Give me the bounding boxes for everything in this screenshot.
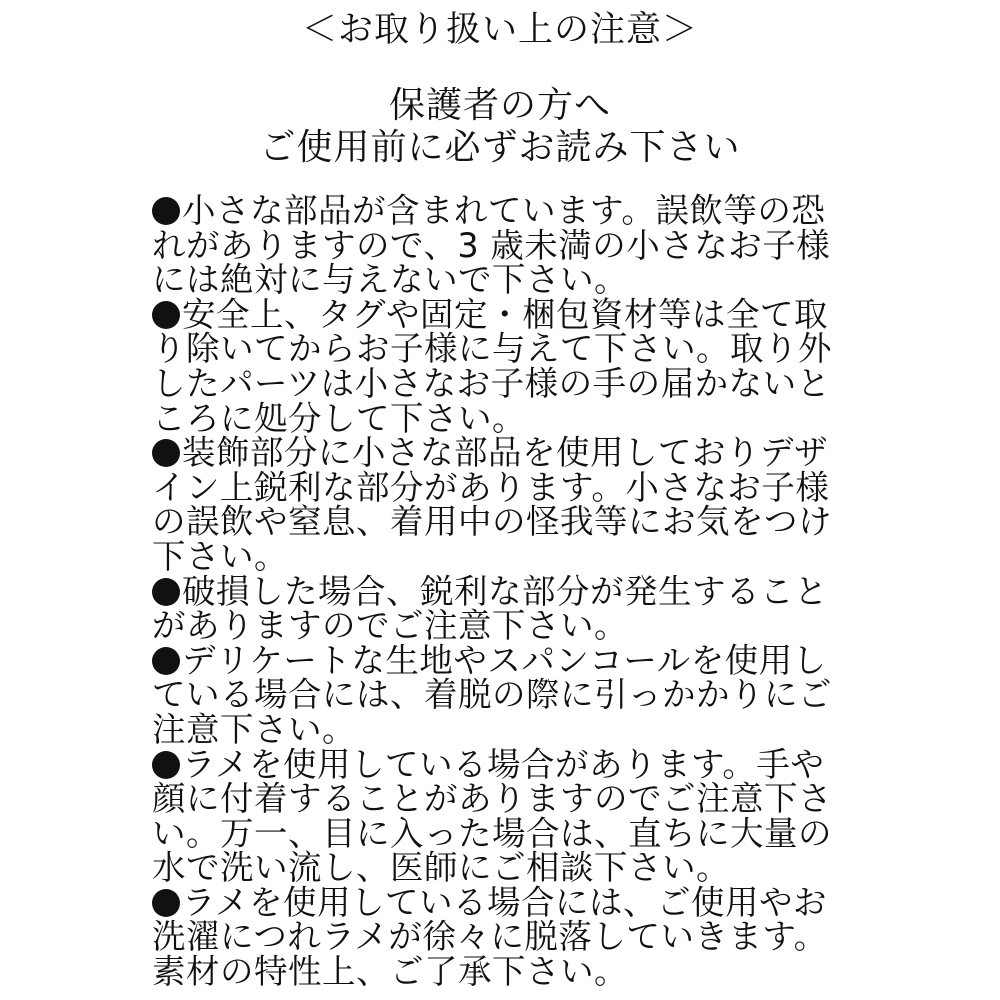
notice-text: イン上鋭利な部分があります。小さなお子様 (152, 467, 830, 507)
bullet-icon (152, 197, 180, 225)
notice-text: がありますのでご注意下さい。 (152, 606, 628, 646)
notice-line (152, 398, 822, 438)
notice-line (152, 571, 828, 611)
notice-text: 顔に付着することがありますのでご注意下さ (152, 779, 832, 819)
notice-text: 水で洗い流し、医師にご相談下さい。 (152, 848, 730, 888)
notice-line (152, 606, 822, 646)
notice-line (152, 502, 832, 542)
notice-line (152, 675, 832, 715)
notice-line (152, 433, 828, 473)
notice-text: 素材の特性上、ご了承下さい。 (152, 952, 628, 992)
subtitle-line: 保護者の方へ (388, 85, 611, 126)
notice-line (152, 191, 826, 230)
bullet-icon (152, 578, 180, 606)
notice-line (152, 640, 827, 680)
notice-text: 装飾部分に小さな部品を使用しておりデザ (182, 433, 828, 473)
notice-line (152, 952, 822, 992)
notice-text: 注意下さい。 (152, 709, 356, 749)
notice-text: り除いてからお子様に与えて下さい。取り外 (152, 329, 832, 369)
notice-text: 下さい。 (152, 536, 288, 576)
subtitle-line: ご使用前に必ずお読み下さい (259, 127, 741, 168)
bullet-icon (152, 439, 180, 467)
notice-line (152, 260, 822, 300)
notice-line (152, 294, 828, 334)
notice-line (152, 882, 827, 922)
notice-text: には絶対に与えないで下さい。 (152, 260, 628, 300)
notice-text: い。万一、目に入った場合は、直ちに大量の (152, 813, 832, 853)
notice-text: れがありますので、3 歳未満の小さなお子様 (152, 225, 831, 265)
notice-line (152, 709, 822, 749)
bullet-icon (152, 751, 180, 779)
bullet-icon (152, 889, 180, 917)
notice-text: の誤飲や窒息、着用中の怪我等にお気をつけ (152, 502, 832, 542)
notice-text: 小さな部品が含まれています。誤飲等の恐 (182, 191, 826, 230)
notice-text: ラメを使用している場合があります。手や (182, 744, 825, 784)
notice-line (152, 536, 822, 576)
notice-text: ころに処分して下さい。 (152, 398, 526, 438)
notice-text: 安全上、タグや固定・梱包資材等は全て取 (182, 294, 828, 334)
notice-line (152, 813, 832, 853)
notice-text: 破損した場合、鋭利な部分が発生すること (182, 571, 828, 611)
notice-line (152, 744, 825, 784)
bullet-icon (152, 301, 180, 329)
notice-line (152, 848, 822, 888)
notice-line (152, 363, 831, 403)
notice-text: したパーツは小さなお子様の手の届かないと (152, 363, 831, 403)
notice-text: デリケートな生地やスパンコールを使用し (182, 640, 827, 680)
notice-body (152, 191, 832, 992)
notice-line (152, 917, 828, 957)
notice-text: 洗濯につれラメが徐々に脱落していきます。 (152, 917, 828, 957)
notice-line (152, 329, 832, 369)
page-title: ＜お取り扱い上の注意＞ (301, 10, 698, 50)
notice-line (152, 225, 831, 265)
notice-line (152, 467, 830, 507)
notice-text: ラメを使用している場合には、ご使用やお (182, 882, 827, 922)
bullet-icon (152, 647, 180, 675)
notice-line (152, 779, 832, 819)
notice-text: ている場合には、着脱の際に引っかかりにご (152, 675, 832, 715)
